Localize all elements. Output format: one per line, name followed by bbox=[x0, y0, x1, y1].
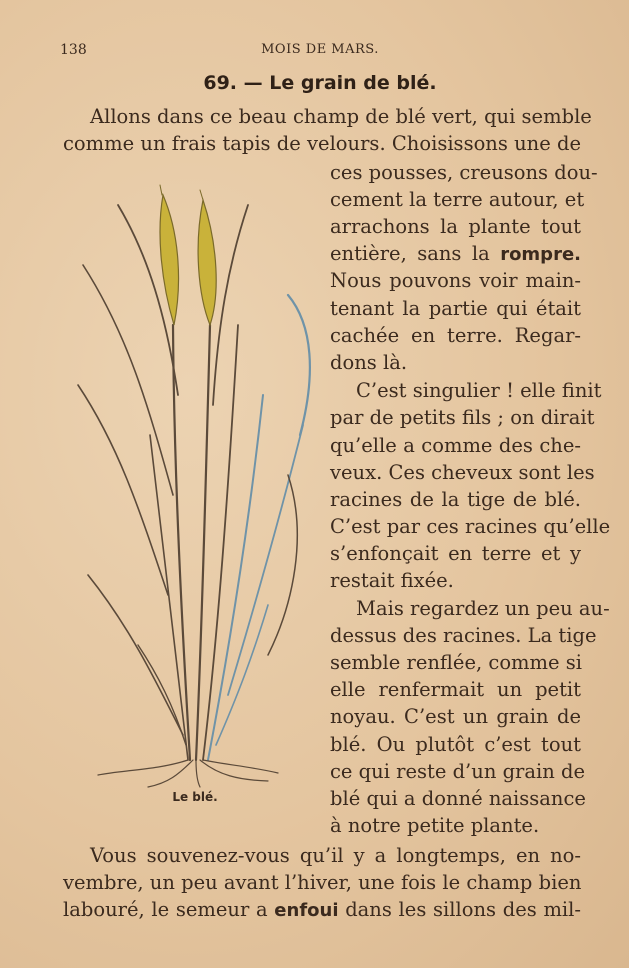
text-line: cachée en terre. Regar- bbox=[330, 324, 581, 347]
text-line: cement la terre autour, et bbox=[330, 188, 585, 211]
text-line: tenant la partie qui était bbox=[330, 297, 581, 320]
wheat-plant-illustration bbox=[78, 175, 323, 790]
text-line: restait fixée. bbox=[330, 569, 454, 592]
text-line: qu’elle a comme des che- bbox=[330, 434, 581, 457]
text-line: Allons dans ce beau champ de blé vert, qui semble bbox=[90, 105, 592, 128]
emphasis-word: rompre. bbox=[500, 244, 581, 265]
text-line-enfoui bbox=[63, 896, 581, 924]
text-line: Nous pouvons voir main- bbox=[330, 269, 581, 292]
text-line: blé. Ou plutôt c’est tout bbox=[330, 733, 581, 756]
running-head: MOIS DE MARS. bbox=[261, 42, 379, 57]
text-line: comme un frais tapis de velours. Choisissons une de bbox=[63, 132, 581, 155]
text-line-rompre bbox=[330, 240, 581, 268]
text-line: ce qui reste d’un grain de bbox=[330, 760, 586, 783]
section-title: 69. — Le grain de blé. bbox=[203, 72, 437, 94]
emphasis-word: enfoui bbox=[274, 900, 339, 921]
text-line: s’enfonçait en terre et y bbox=[330, 542, 581, 565]
text-line: noyau. C’est un grain de bbox=[330, 705, 581, 728]
text-line: dons là. bbox=[330, 351, 408, 374]
text-line: racines de la tige de blé. bbox=[330, 488, 581, 511]
text-line: Mais regardez un peu au- bbox=[356, 597, 610, 620]
text-line: blé qui a donné naissance bbox=[330, 787, 586, 810]
figure-caption: Le blé. bbox=[172, 790, 218, 804]
text-fragment: labouré, le semeur a bbox=[63, 898, 275, 921]
text-line: elle renfermait un petit bbox=[330, 678, 581, 701]
text-line: à notre petite plante. bbox=[330, 814, 540, 837]
text-line: dessus des racines. La tige bbox=[330, 624, 597, 647]
page-header bbox=[60, 42, 580, 64]
text-line: semble renflée, comme si bbox=[330, 651, 583, 674]
text-line: par de petits fils ; on dirait bbox=[330, 406, 595, 429]
page-number: 138 bbox=[60, 42, 87, 58]
text-fragment: dans les sillons des mil- bbox=[338, 898, 581, 921]
text-line: arrachons la plante tout bbox=[330, 215, 581, 238]
text-line: Vous souvenez-vous qu’il y a longtemps, en no- bbox=[90, 844, 581, 867]
text-fragment: entière, sans la bbox=[330, 242, 501, 265]
text-line: vembre, un peu avant l’hiver, une fois le champ bien bbox=[63, 871, 582, 894]
text-line: C’est singulier ! elle finit bbox=[356, 379, 602, 402]
text-line: veux. Ces cheveux sont les bbox=[330, 461, 595, 484]
text-line: ces pousses, creusons dou- bbox=[330, 161, 598, 184]
text-line: C’est par ces racines qu’elle bbox=[330, 515, 611, 538]
